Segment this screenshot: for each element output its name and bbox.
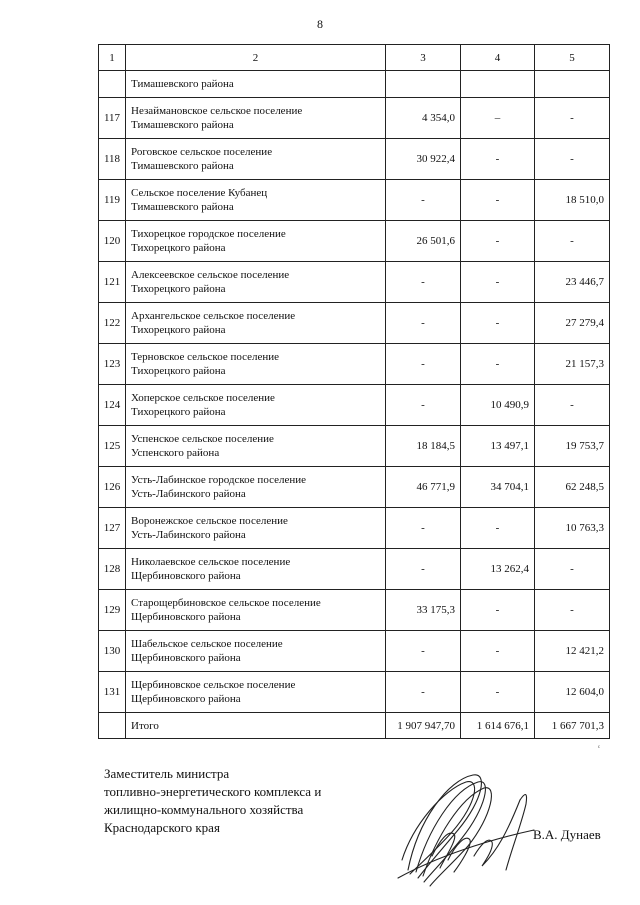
municipality-name-cell [126,549,386,590]
value-cell: 10 490,9 [461,385,535,426]
value-cell: 18 510,0 [535,180,610,221]
row-number-cell: 130 [99,631,126,672]
row-number-cell: 123 [99,344,126,385]
table-row [99,385,610,426]
municipality-name-line: Старощербиновское сельское поселение [131,597,321,609]
table-row [99,672,610,713]
value-cell: - [386,180,461,221]
value-cell: 13 262,4 [461,549,535,590]
row-number-cell: 131 [99,672,126,713]
value-cell: - [386,385,461,426]
municipality-name-cell [126,385,386,426]
table-row [99,262,610,303]
row-number-cell: 124 [99,385,126,426]
value-cell: 26 501,6 [386,221,461,262]
district-name-line: Усть-Лабинского района [131,488,246,500]
value-cell: - [535,590,610,631]
total-row [99,713,610,739]
value-cell: 34 704,1 [461,467,535,508]
district-name-line: Тихорецкого района [131,324,226,336]
value-cell: 19 753,7 [535,426,610,467]
row-number-cell: 117 [99,98,126,139]
municipality-name-cell [126,426,386,467]
row-number-cell: 128 [99,549,126,590]
col-header: 4 [461,45,535,71]
municipality-name-line: Успенское сельское поселение [131,433,274,445]
continuation-row [99,71,610,98]
value-cell: - [386,508,461,549]
value-cell: - [461,508,535,549]
table-row [99,508,610,549]
value-cell: - [535,385,610,426]
table-row [99,98,610,139]
value-cell: - [461,631,535,672]
municipality-name-line: Сельское поселение Кубанец [131,187,268,199]
district-name-line: Щербиновского района [131,611,241,623]
value-cell: - [461,139,535,180]
municipality-name-line: Незаймановское сельское поселение [131,105,303,117]
table-row [99,549,610,590]
municipality-name-line: Хоперское сельское поселение [131,392,275,404]
table-row [99,180,610,221]
value-cell: - [386,672,461,713]
col-header: 2 [126,45,386,71]
value-cell: - [461,303,535,344]
page-tick-mark: ᶜ [598,743,601,752]
municipality-name-cell [126,180,386,221]
district-name-line: Щербиновского района [131,652,241,664]
row-number-cell [99,713,126,739]
value-cell: 10 763,3 [535,508,610,549]
total-label: Итого [126,713,386,739]
row-number-cell [99,71,126,98]
value-cell: 62 248,5 [535,467,610,508]
value-cell: 12 604,0 [535,672,610,713]
municipality-name-cell [126,631,386,672]
municipality-name-cell [126,221,386,262]
district-name-line: Тимашевского района [131,201,234,213]
value-cell: 4 354,0 [386,98,461,139]
signatory-title-line: Краснодарского края [104,820,220,835]
total-value-cell: 1 667 701,3 [535,713,610,739]
value-cell: - [461,344,535,385]
value-cell [535,71,610,98]
value-cell: - [535,139,610,180]
value-cell: - [461,221,535,262]
value-cell: - [386,262,461,303]
municipality-name-line: Алексеевское сельское поселение [131,269,290,281]
value-cell: – [461,98,535,139]
table-row [99,221,610,262]
municipality-name-line: Усть-Лабинское городское поселение [131,474,307,486]
total-value-cell: 1 614 676,1 [461,713,535,739]
row-number-cell: 120 [99,221,126,262]
value-cell: - [461,262,535,303]
value-cell: - [461,590,535,631]
municipality-name-line: Воронежское сельское поселение [131,515,288,527]
municipality-name-cell [126,139,386,180]
value-cell: 18 184,5 [386,426,461,467]
row-number-cell: 127 [99,508,126,549]
municipality-name-line: Николаевское сельское поселение [131,556,291,568]
district-name-line: Тихорецкого района [131,242,226,254]
col-header: 1 [99,45,126,71]
municipality-name-cell [126,98,386,139]
row-number-cell: 125 [99,426,126,467]
value-cell: 33 175,3 [386,590,461,631]
municipality-name-line: Тихорецкое городское поселение [131,228,286,240]
district-name-line: Щербиновского района [131,570,241,582]
value-cell [386,71,461,98]
value-cell: 30 922,4 [386,139,461,180]
district-name-line: Тихорецкого района [131,406,226,418]
table-row [99,590,610,631]
district-name-line: Тихорецкого района [131,283,226,295]
value-cell: 21 157,3 [535,344,610,385]
value-cell: - [386,631,461,672]
row-number-cell: 122 [99,303,126,344]
value-cell: 46 771,9 [386,467,461,508]
value-cell [461,71,535,98]
table-header-row [99,45,610,71]
row-number-cell: 121 [99,262,126,303]
municipality-name-line: Шабельское сельское поселение [131,638,283,650]
signatory-name: В.А. Дунаев [533,827,601,842]
district-name-line: Тихорецкого района [131,365,226,377]
municipality-name-line: Архангельское сельское поселение [131,310,296,322]
row-number-cell: 118 [99,139,126,180]
table-row [99,631,610,672]
table-row [99,467,610,508]
table-row [99,426,610,467]
handwritten-signature [388,760,538,895]
municipality-name-cell [126,672,386,713]
district-name-line: Усть-Лабинского района [131,529,246,541]
municipality-name-cell [126,590,386,631]
continuation-name: Тимашевского района [126,71,386,98]
municipality-name-line: Терновское сельское поселение [131,351,280,363]
value-cell: - [535,98,610,139]
value-cell: 12 421,2 [535,631,610,672]
page-number: 8 [317,17,323,31]
municipality-name-cell [126,467,386,508]
allocation-table [98,44,610,739]
signatory-title-line: топливно-энергетического комплекса и [104,784,322,799]
municipality-name-line: Щербиновское сельское поселение [131,679,296,691]
value-cell: - [461,180,535,221]
value-cell: - [386,303,461,344]
table-row [99,344,610,385]
row-number-cell: 126 [99,467,126,508]
value-cell: - [386,344,461,385]
value-cell: 23 446,7 [535,262,610,303]
value-cell: - [535,221,610,262]
district-name-line: Тимашевского района [131,119,234,131]
signatory-title-line: жилищно-коммунального хозяйства [104,802,304,817]
col-header: 3 [386,45,461,71]
value-cell: - [535,549,610,590]
table-row [99,139,610,180]
signatory-title-line: Заместитель министра [104,766,230,781]
row-number-cell: 129 [99,590,126,631]
signatory-title-block [104,765,321,837]
value-cell: 27 279,4 [535,303,610,344]
district-name-line: Успенского района [131,447,220,459]
municipality-name-cell [126,344,386,385]
value-cell: - [461,672,535,713]
table-row [99,303,610,344]
total-value-cell: 1 907 947,70 [386,713,461,739]
district-name-line: Тимашевского района [131,160,234,172]
row-number-cell: 119 [99,180,126,221]
municipality-name-cell [126,508,386,549]
district-name-line: Щербиновского района [131,693,241,705]
value-cell: 13 497,1 [461,426,535,467]
col-header: 5 [535,45,610,71]
municipality-name-cell [126,262,386,303]
municipality-name-cell [126,303,386,344]
value-cell: - [386,549,461,590]
municipality-name-line: Роговское сельское поселение [131,146,273,158]
